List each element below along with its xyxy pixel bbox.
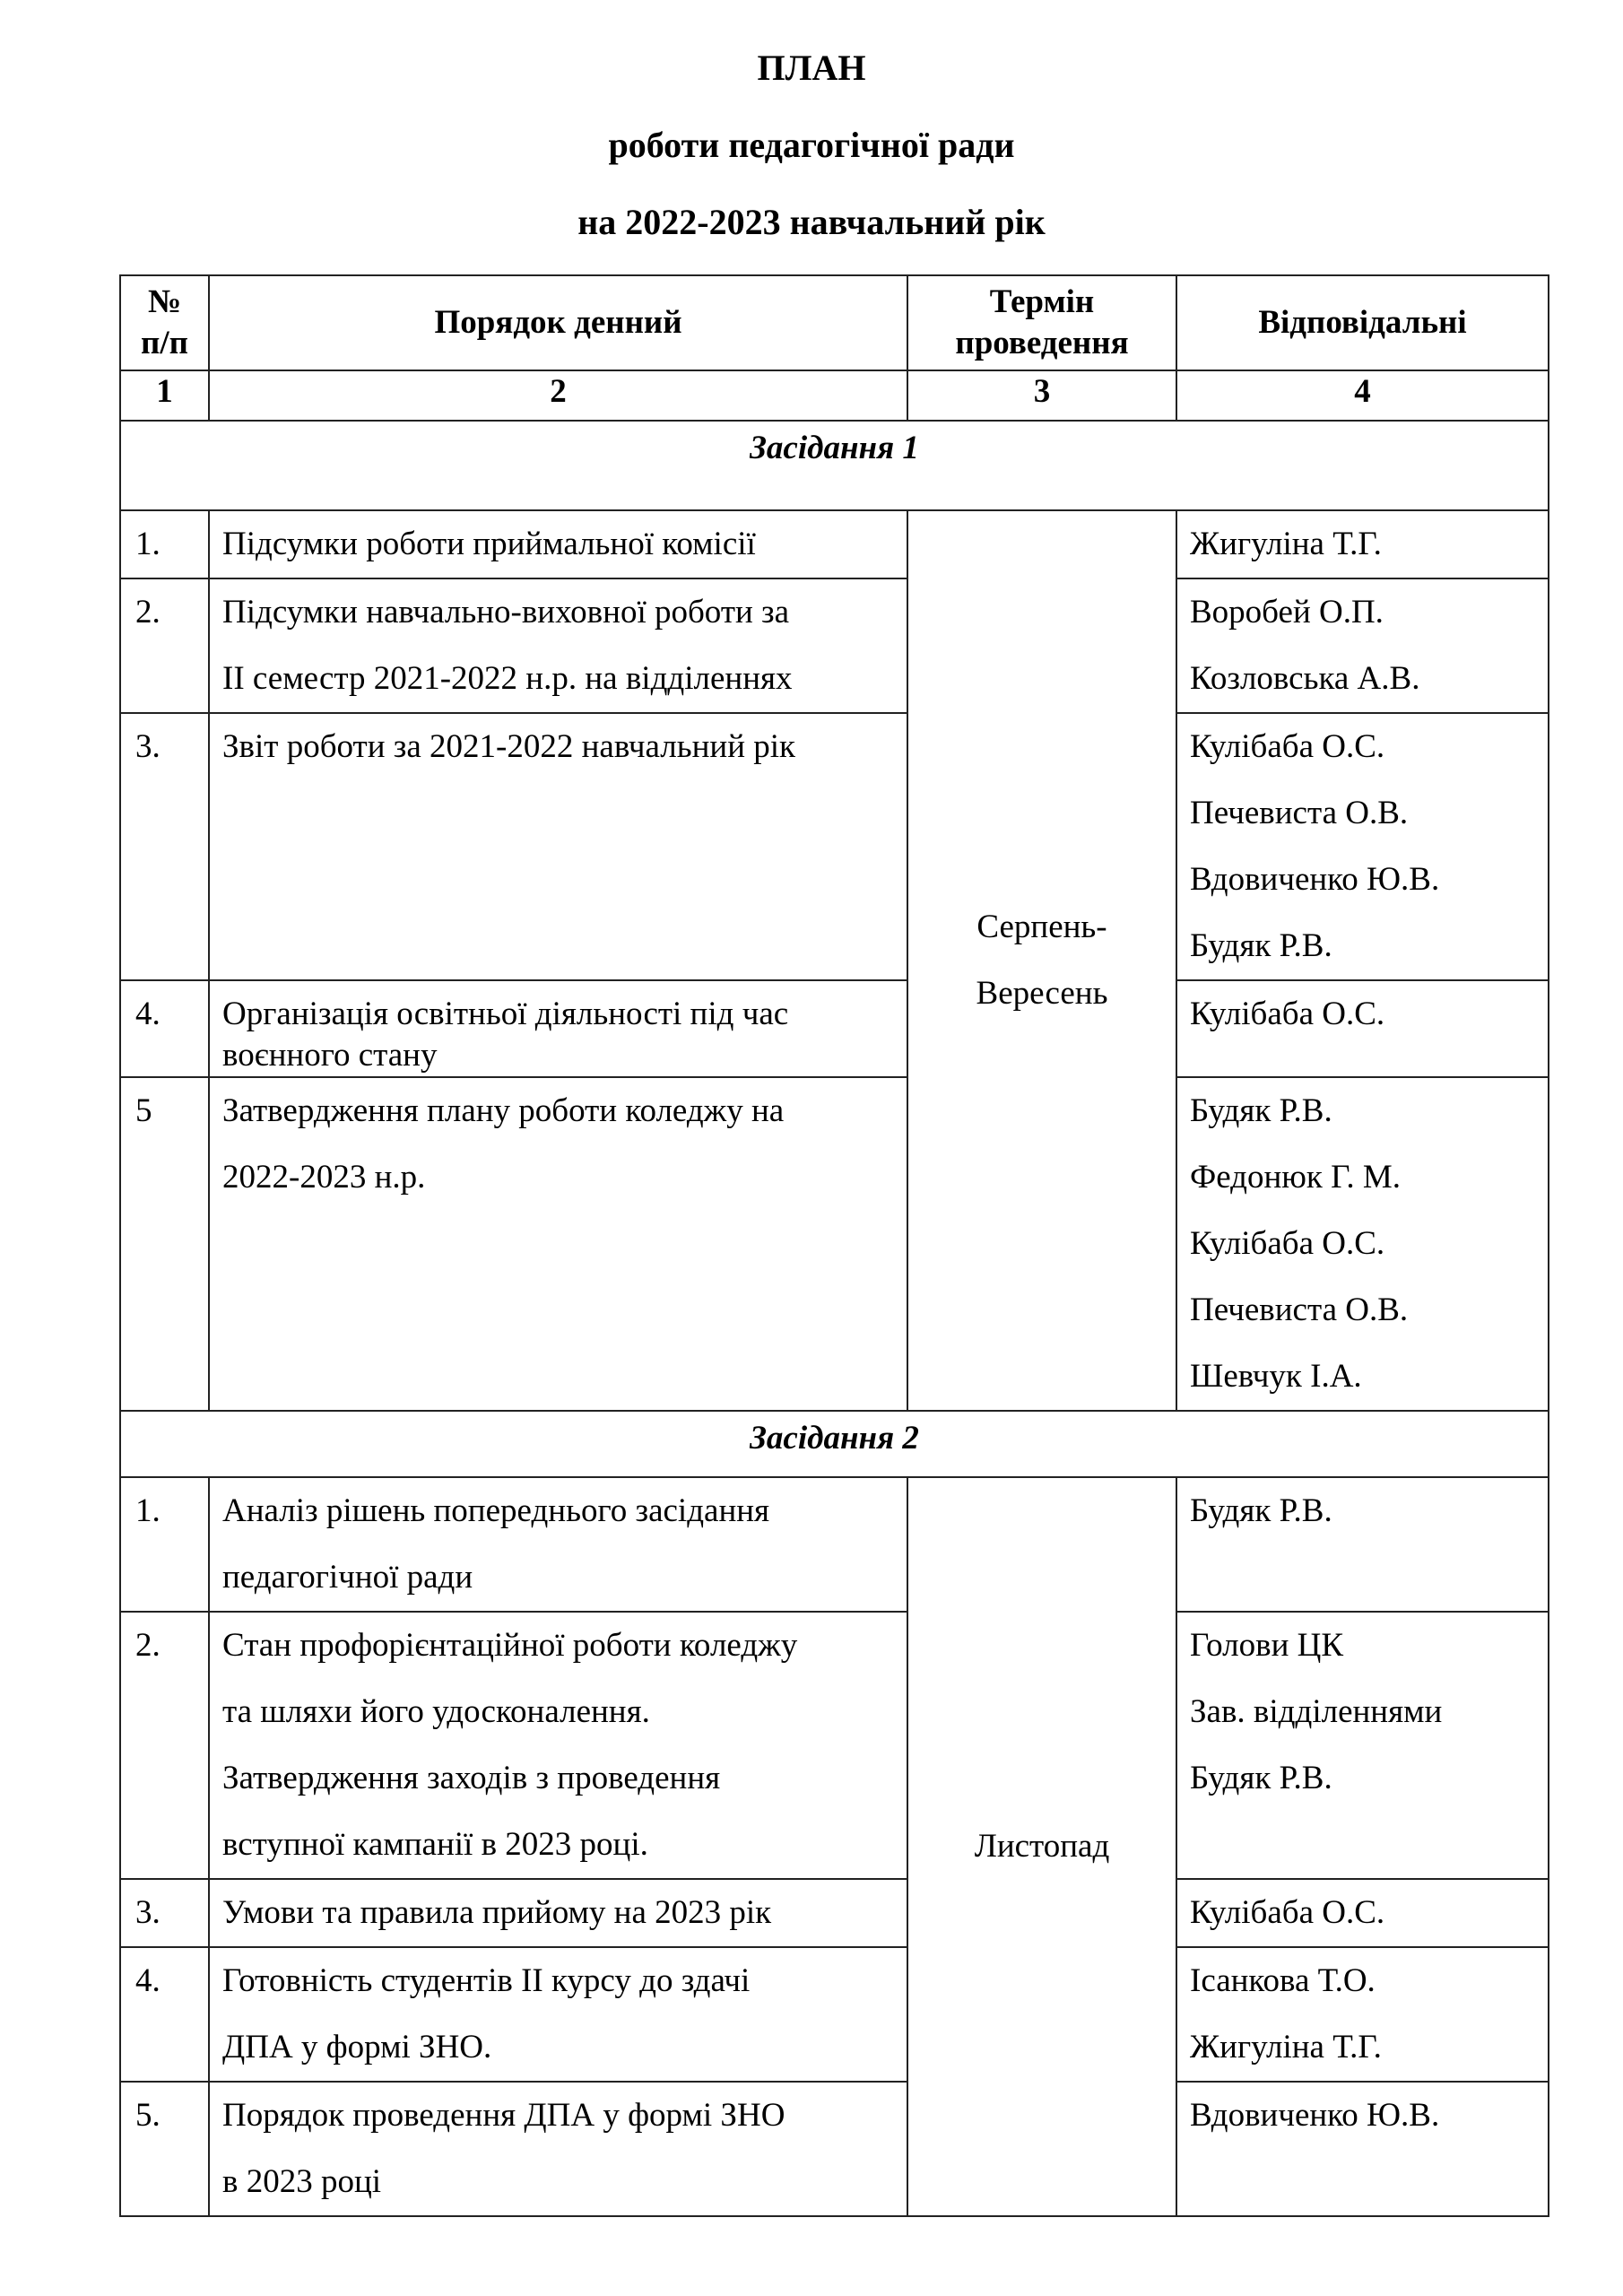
responsible-name: Будяк Р.В. <box>1190 927 1332 964</box>
responsible-name: Жигуліна Т.Г. <box>1190 2029 1382 2066</box>
row-responsible <box>1176 1477 1549 1612</box>
responsible-name: Будяк Р.В. <box>1190 1492 1332 1529</box>
document-year: на 2022-2023 навчальний рік <box>577 202 1046 242</box>
responsible-name: Вдовиченко Ю.В. <box>1190 2097 1440 2134</box>
responsible-name: Кулібаба О.С. <box>1190 996 1385 1032</box>
responsible-name: Зав. відділеннями <box>1190 1693 1443 1730</box>
responsible-name: Воробей О.П. <box>1190 594 1384 631</box>
header-num <box>120 275 209 370</box>
session-row <box>120 1411 1549 1477</box>
column-number: 1 <box>120 370 209 421</box>
table-row <box>120 1612 1549 1879</box>
row-agenda <box>209 1947 907 2082</box>
row-agenda <box>209 510 907 578</box>
table-row <box>120 713 1549 980</box>
session-title: Засідання 2 <box>120 1411 1549 1477</box>
row-agenda <box>209 980 907 1077</box>
row-responsible <box>1176 1077 1549 1411</box>
term-line: Серпень- <box>976 909 1107 945</box>
header-agenda: Порядок денний <box>209 275 907 370</box>
agenda-line: вступної кампанії в 2023 році. <box>222 1826 648 1863</box>
row-number: 2. <box>120 578 209 713</box>
row-number: 1. <box>120 510 209 578</box>
agenda-line: ДПА у формі ЗНО. <box>222 2029 492 2066</box>
row-number: 4. <box>120 1947 209 2082</box>
agenda-line: Затвердження заходів з проведення <box>222 1760 721 1796</box>
column-number: 2 <box>209 370 907 421</box>
agenda-line: Порядок проведення ДПА у формі ЗНО <box>222 2097 785 2134</box>
row-agenda <box>209 2082 907 2216</box>
row-responsible <box>1176 2082 1549 2216</box>
row-agenda <box>209 1077 907 1411</box>
row-number: 1. <box>120 1477 209 1612</box>
agenda-line: Умови та правила прийому на 2023 рік <box>222 1894 772 1931</box>
responsible-name: Голови ЦК <box>1190 1627 1344 1664</box>
table-row <box>120 578 1549 713</box>
responsible-name: Будяк Р.В. <box>1190 1092 1332 1129</box>
header-num-line1: № <box>147 283 182 320</box>
header-row <box>120 275 1549 370</box>
row-responsible <box>1176 713 1549 980</box>
table-row <box>120 1879 1549 1947</box>
table-row <box>120 1947 1549 2082</box>
table-row <box>120 980 1549 1077</box>
row-responsible <box>1176 1879 1549 1947</box>
responsible-name: Шевчук І.А. <box>1190 1358 1362 1395</box>
header-term-line2: проведення <box>955 325 1129 361</box>
agenda-line: в 2023 році <box>222 2163 382 2200</box>
row-agenda <box>209 1477 907 1612</box>
responsible-name: Кулібаба О.С. <box>1190 1894 1385 1931</box>
row-responsible <box>1176 578 1549 713</box>
row-number: 4. <box>120 980 209 1077</box>
responsible-name: Кулібаба О.С. <box>1190 1225 1385 1262</box>
responsible-name: Кулібаба О.С. <box>1190 728 1385 765</box>
row-number: 5. <box>120 2082 209 2216</box>
row-agenda <box>209 1612 907 1879</box>
agenda-line: Аналіз рішень попереднього засідання <box>222 1492 770 1529</box>
table-row <box>120 1477 1549 1612</box>
header-term-line1: Термін <box>989 283 1095 320</box>
row-number: 3. <box>120 713 209 980</box>
agenda-line: воєнного стану <box>222 1037 438 1074</box>
session-row <box>120 421 1549 510</box>
row-responsible <box>1176 510 1549 578</box>
document-title: ПЛАН <box>757 48 866 88</box>
responsible-name: Козловська А.В. <box>1190 660 1420 697</box>
responsible-name: Жигуліна Т.Г. <box>1190 526 1382 562</box>
header-term <box>907 275 1176 370</box>
agenda-line: педагогічної ради <box>222 1559 473 1596</box>
agenda-line: Підсумки навчально-виховної роботи за <box>222 594 790 631</box>
agenda-line: Підсумки роботи приймальної комісії <box>222 526 756 562</box>
agenda-line: Звіт роботи за 2021-2022 навчальний рік <box>222 728 796 765</box>
agenda-line: Затвердження плану роботи коледжу на <box>222 1092 785 1129</box>
responsible-name: Федонюк Г. М. <box>1190 1159 1402 1196</box>
row-agenda <box>209 578 907 713</box>
column-number: 3 <box>907 370 1176 421</box>
responsible-name: Вдовиченко Ю.В. <box>1190 861 1440 898</box>
column-number: 4 <box>1176 370 1549 421</box>
term-line: Вересень <box>976 975 1108 1012</box>
agenda-line: Організація освітньої діяльності під час <box>222 996 789 1032</box>
responsible-name: Ісанкова Т.О. <box>1190 1962 1376 1999</box>
document-subtitle: роботи педагогічної ради <box>608 125 1015 165</box>
table-row <box>120 1077 1549 1411</box>
header-num-line2: п/п <box>141 325 188 361</box>
agenda-line: та шляхи його удосконалення. <box>222 1693 650 1730</box>
row-responsible <box>1176 980 1549 1077</box>
row-agenda <box>209 1879 907 1947</box>
responsible-name: Будяк Р.В. <box>1190 1760 1332 1796</box>
agenda-line: Готовність студентів ІІ курсу до здачі <box>222 1962 751 1999</box>
row-number: 3. <box>120 1879 209 1947</box>
row-number: 2. <box>120 1612 209 1879</box>
agenda-line: Стан профорієнтаційної роботи коледжу <box>222 1627 798 1664</box>
responsible-name: Печевиста О.В. <box>1190 795 1409 831</box>
table-row <box>120 510 1549 578</box>
row-responsible <box>1176 1947 1549 2082</box>
row-term <box>907 510 1176 1411</box>
row-term: Листопад <box>907 1477 1176 2216</box>
row-agenda <box>209 713 907 980</box>
responsible-name: Печевиста О.В. <box>1190 1292 1409 1328</box>
row-number: 5 <box>120 1077 209 1411</box>
row-responsible <box>1176 1612 1549 1879</box>
session-title: Засідання 1 <box>120 421 1549 510</box>
plan-table <box>119 274 1549 2217</box>
agenda-line: ІІ семестр 2021-2022 н.р. на відділеннях <box>222 660 793 697</box>
column-number-row <box>120 370 1549 421</box>
table-row <box>120 2082 1549 2216</box>
header-responsible: Відповідальні <box>1176 275 1549 370</box>
agenda-line: 2022-2023 н.р. <box>222 1159 426 1196</box>
